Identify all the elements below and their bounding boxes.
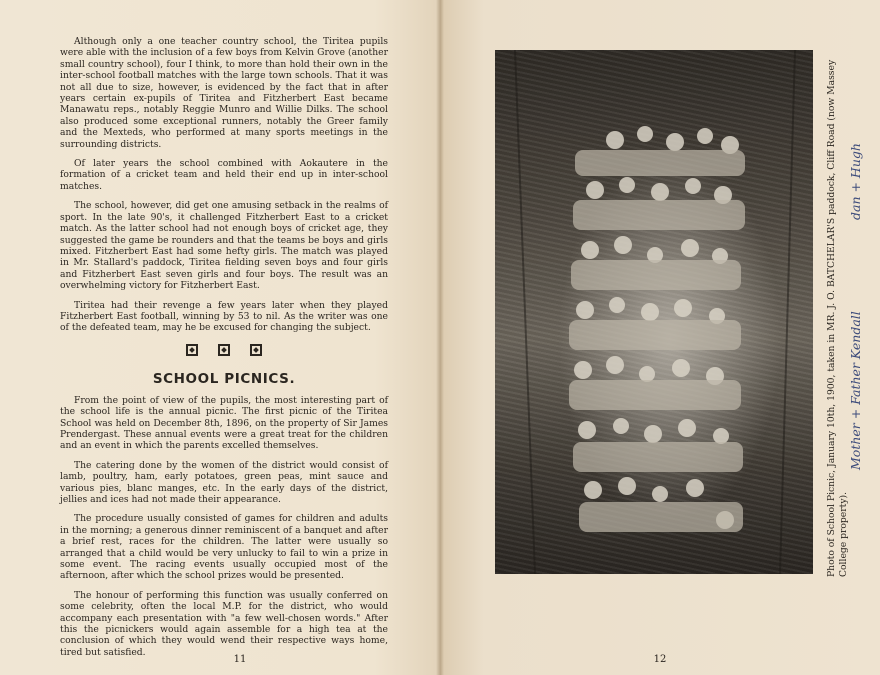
- paragraph: From the point of view of the pupils, the most interesting part of the school life is the annual picnic. The first picnic of the Tiritea School was held on December 8th, 1896, on the property of Sir James Prendergast. These annual events were a great treat for the children and an event in which the parents excelled themselves.: [60, 394, 388, 452]
- paragraph: Of later years the school combined with Aokautere in the formation of a cricket team and held their end up in inter-school matches.: [60, 158, 388, 192]
- photo-figures: [495, 50, 813, 574]
- paragraph: The catering done by the women of the district would consist of lamb, poultry, ham, early potatoes, green peas, mint sauce and various pies, blanc manges, etc. In the early days of the district, jellies and ices had not made their appearance.: [60, 459, 388, 505]
- page-number-left: 11: [233, 654, 247, 665]
- right-page: [440, 0, 880, 675]
- picnic-paragraphs: [60, 395, 388, 659]
- ornament-icon: [218, 344, 230, 356]
- paragraph: The procedure usually consisted of games for children and adults in the morning; a generous dinner reminiscent of a banquet and after a brief rest, races for the children. The latter were usually so arranged that a child would be very unlucky to fail to win a prize in some event. The racing events usually occupied most of the afternoon, after which the school prizes would be presented.: [60, 513, 388, 582]
- ornament-icon: [250, 344, 262, 356]
- intro-paragraphs: [60, 36, 388, 334]
- ornament-icon: [186, 344, 198, 356]
- section-title: SCHOOL PICNICS.: [152, 370, 296, 387]
- photo-caption: Photo of School Picnic, January 10th, 1900, taken in MR. J. O. BATCHELAR'S paddock, Cliff Road (now Massey College property).: [826, 59, 849, 577]
- paragraph: Tiritea had their revenge a few years later when they played Fitzherbert East football, winning by 53 to nil. As the writer was one of the defeated team, may he be excused for changing the subject.: [60, 299, 388, 334]
- book-gutter: [436, 0, 444, 675]
- handwritten-note-bottom: Mother + Father Kendall: [848, 311, 863, 470]
- page-number-right: 12: [653, 654, 667, 665]
- section-ornament: [60, 344, 388, 359]
- handwritten-note-top: dan + Hugh: [848, 143, 863, 220]
- paragraph: The honour of performing this function was usually conferred on some celebrity, often the local M.P. for the district, who would accompany each presentation with "a few well-chosen words." After this the picnickers would again assemble for a high tea at the conclusion of which they would wend their respective ways home, tired but satisfied.: [60, 589, 388, 658]
- paragraph: Although only a one teacher country school, the Tiritea pupils were able with the inclusion of a few boys from Kelvin Grove (another small country school), four I think, to more than hold their own in the inter-school football matches with the large town schools. That it was not all due to size, however, is evidenced by the fact that in after years certain ex-pupils of Tiritea and Fitzherbert East became Manawatu reps., notably Reggie Munro and Willie Dilks. The school also produced some exceptional runners, notably the Greer family and the Mexteds, who performed at many sports meetings in the surrounding districts.: [60, 36, 388, 150]
- paragraph: The school, however, did get one amusing setback in the realms of sport. In the late 90's, it challenged Fitzherbert East to a cricket match. As the latter school had not enough boys of cricket age, they suggested the game be rounders and that the teams be boys and girls mixed. Fitzherbert East had some hefty girls. The match was played in Mr. Stallard's paddock, Tiritea fielding seven boys and four girls and Fitzherbert East seven girls and four boys. The result was an overwhelming victory for Fitzherbert East.: [60, 200, 388, 292]
- school-picnic-photo: [495, 50, 813, 574]
